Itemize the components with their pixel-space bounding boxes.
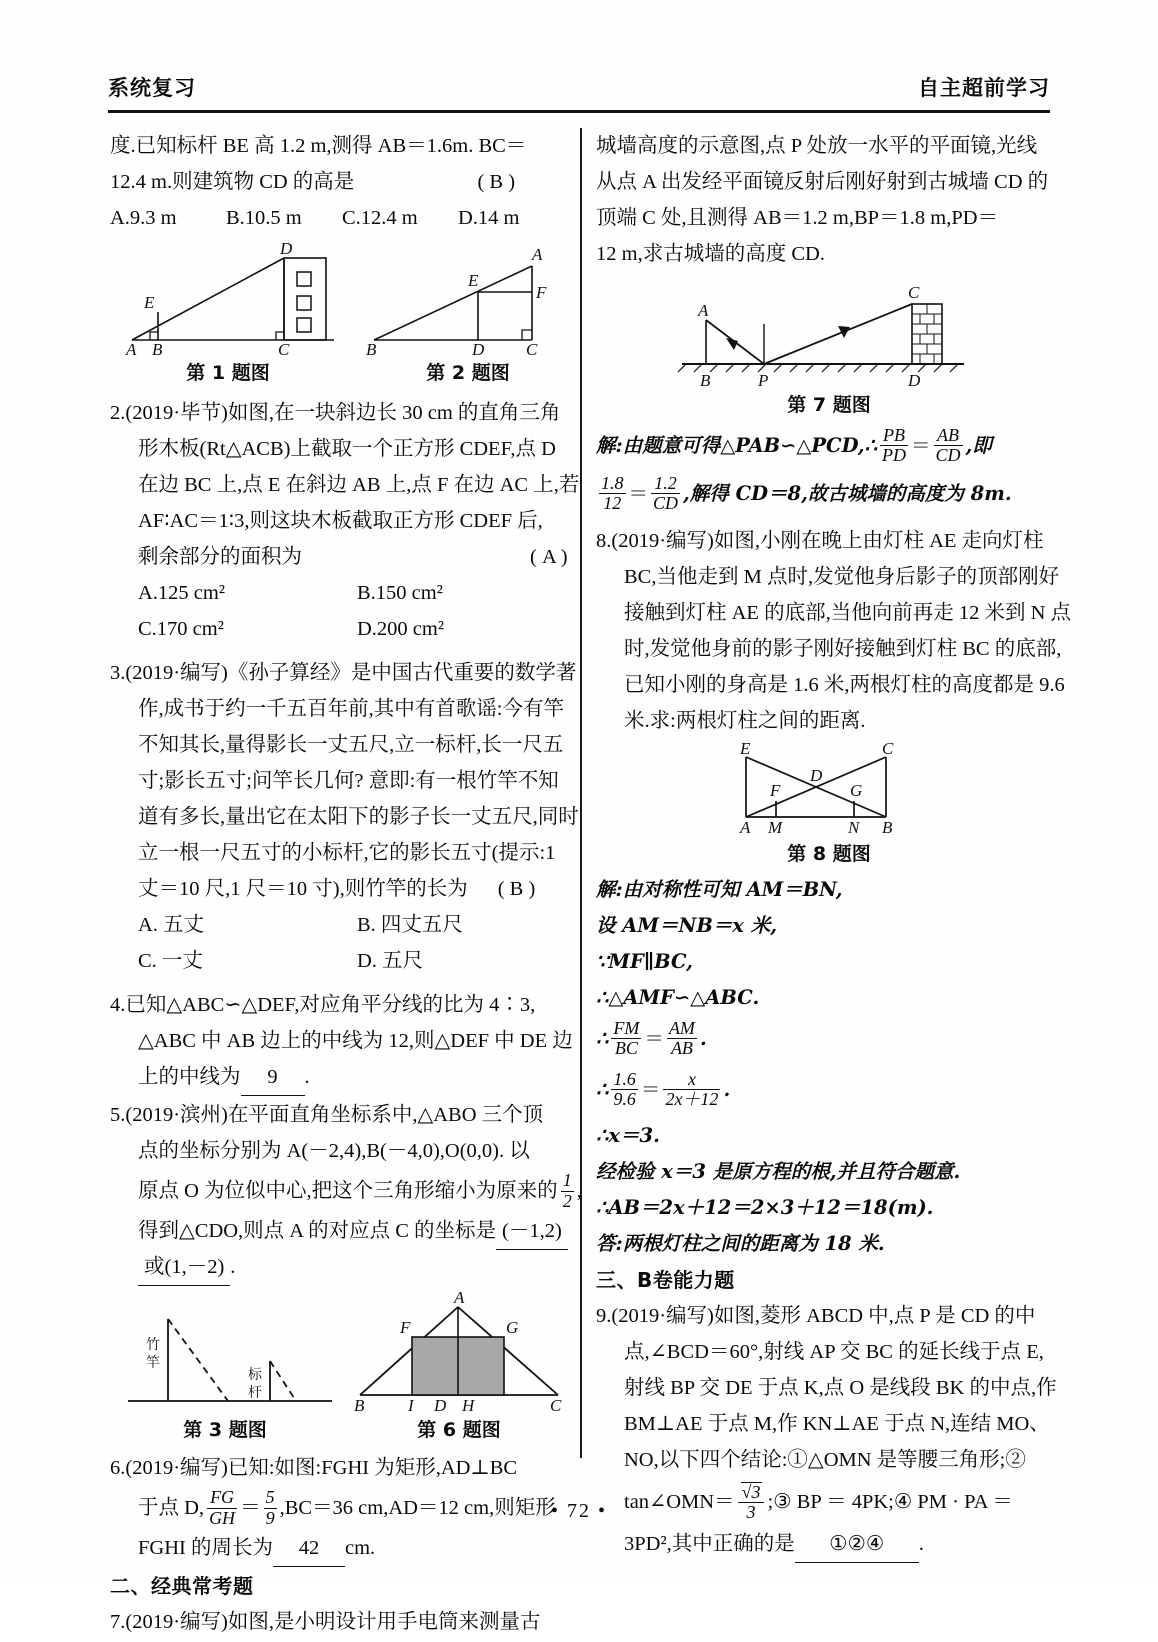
fig7-label-P: P — [758, 371, 769, 390]
q6-line-1-row — [110, 1450, 576, 1486]
fig8-label-C: C — [882, 743, 894, 758]
fig3-caption: 第 3 题图 — [183, 1419, 267, 1441]
q8-fraction-1p6-9p6 — [611, 1070, 638, 1110]
question-3 — [110, 655, 579, 979]
figure-row-1-2 — [110, 240, 576, 358]
q1-option-b[interactable]: B.10.5 m — [226, 207, 302, 229]
q2-line-4: AF∶AC＝1∶3,则这块木板截取正方形 CDEF 后, — [138, 510, 543, 532]
fig2-label-D: D — [472, 340, 485, 358]
fig6-label-G: G — [506, 1318, 519, 1337]
q5-answer-blank-2[interactable]: 或(1,－2) — [138, 1249, 230, 1286]
q8-sol-eq-2: ＝ — [640, 1080, 661, 1101]
fig7-label-D: D — [908, 371, 921, 390]
q2-option-d[interactable]: D.200 cm² — [357, 618, 444, 640]
q7-cont-line-4: 12 m,求古城墙的高度 CD. — [596, 243, 825, 265]
column-divider — [580, 128, 582, 1458]
q8-line-1-row — [596, 523, 1062, 559]
figure-3 — [110, 1291, 340, 1415]
q3-option-d[interactable]: D. 五尺 — [357, 950, 424, 972]
q6-line-3a: FGHI 的周长为 — [138, 1537, 273, 1559]
q9-line-7-row — [596, 1526, 1062, 1562]
fig7-label-B: B — [700, 371, 711, 390]
q5-line-1: (2019·滨州)在平面直角坐标系中,△ABO 三个顶 — [125, 1104, 544, 1126]
q9-line-1-row — [596, 1298, 1062, 1334]
q9-line-7a: 3PD²,其中正确的是 — [624, 1533, 795, 1555]
header-divider-rule — [108, 110, 1050, 113]
q2-option-b[interactable]: B.150 cm² — [357, 582, 443, 604]
q5-number: 5. — [110, 1104, 126, 1126]
fig2-caption: 第 2 题图 — [426, 362, 510, 384]
fig6-label-H: H — [462, 1396, 475, 1415]
q3-line-4: 寸;影长五寸;问竿长几何? 意即:有一根竹竿不知 — [138, 770, 559, 792]
fig8-label-G: G — [850, 781, 863, 800]
q3-number: 3. — [110, 662, 126, 684]
fig6-label-I: I — [408, 1396, 414, 1415]
q3-answer: ( B ) — [497, 878, 536, 900]
q7-f2-den: CD — [935, 445, 961, 465]
fig8-label-N: N — [848, 818, 860, 837]
q8-line-4: 时,发觉他身前的影子刚好接触到灯柱 BC 的底部, — [624, 638, 1062, 660]
q1-answer: ( B ) — [477, 171, 516, 193]
q9-answer-blank[interactable]: ①②④ — [795, 1526, 919, 1563]
fig7-label-C: C — [908, 283, 920, 302]
q7-f4-num: 1.2 — [654, 472, 677, 493]
q8-f2-num: AM — [668, 1017, 695, 1038]
q9-line-5: NO,以下四个结论:①△OMN 是等腰三角形;② — [624, 1449, 1026, 1471]
q6-line-2c: ,BC＝36 cm,AD＝12 cm,则矩形 — [279, 1497, 556, 1519]
q6-frac1-denominator: GH — [209, 1507, 236, 1528]
q2-line-1: (2019·毕节)如图,在一块斜边长 30 cm 的直角三角 — [125, 402, 561, 424]
q4-line-1-row — [110, 987, 576, 1023]
fig1-label-B: B — [152, 340, 163, 358]
q7-f2-num: AB — [937, 424, 959, 445]
fig8-label-B: B — [882, 818, 893, 837]
q8-sol-eq-1: ＝ — [644, 1029, 664, 1050]
q5-line-2: 点的坐标分别为 A(－2,4),B(－4,0),O(0,0). 以 — [138, 1140, 530, 1162]
q8-f4-num: x — [687, 1068, 696, 1089]
q8-sol-5c: . — [699, 1027, 707, 1050]
q7-line-1-row — [110, 1604, 576, 1640]
header-left-title: 系统复习 — [108, 76, 196, 100]
q6-number: 6. — [110, 1457, 126, 1479]
fig1-caption: 第 1 题图 — [186, 362, 270, 384]
figure-row-3-6 — [110, 1291, 576, 1415]
fig7-caption: 第 7 题图 — [787, 394, 871, 416]
q3-line-7: 丈＝10 尺,1 尺＝10 寸),则竹竿的长为 — [138, 878, 468, 900]
q2-line-5-row — [110, 539, 576, 575]
q8-sol-line-7: ∴x＝3. — [596, 1124, 660, 1147]
q5-frac-numerator: 1 — [562, 1170, 572, 1191]
q7-sol-text-2: ,即 — [965, 434, 992, 457]
question-8-solution — [596, 870, 1062, 1260]
fig7-label-A: A — [698, 301, 709, 320]
figure-1 — [110, 240, 346, 358]
q6-answer-blank[interactable]: 42 — [273, 1530, 345, 1567]
q9-frac-denominator: 3 — [738, 1502, 765, 1522]
q8-sol-line-10: 答:两根灯柱之间的距离为 18 米. — [596, 1232, 885, 1255]
q5-line-1-row — [110, 1097, 576, 1133]
q8-sol-line-8: 经检验 x＝3 是原方程的根,并且符合题意. — [596, 1160, 961, 1183]
q8-f2-den: AB — [667, 1038, 697, 1058]
q8-sol-line-6 — [596, 1064, 1062, 1116]
q2-number: 2. — [110, 402, 126, 424]
q5-line-3-row — [110, 1169, 582, 1213]
q6-equals: ＝ — [240, 1497, 261, 1519]
q8-sol-line-1: 解:由对称性可知 AM＝BN, — [596, 878, 843, 901]
q6-frac1-numerator: FG — [210, 1487, 235, 1508]
q7-solution-line-2 — [596, 469, 1062, 519]
fig6-label-C: C — [550, 1396, 562, 1415]
q8-f4-den: 2x＋12 — [665, 1089, 719, 1109]
q8-line-6: 米.求:两根灯柱之间的距离. — [624, 710, 866, 732]
fig8-label-E: E — [740, 743, 751, 758]
q4-number: 4. — [110, 994, 126, 1016]
fig3-label-bamboo2: 竿 — [146, 1355, 160, 1371]
page-header — [108, 72, 1050, 112]
q3-line-2: 作,成书于约一千五百年前,其中有首歌谣:今有竿 — [138, 698, 564, 720]
q6-frac2-numerator: 5 — [265, 1487, 275, 1508]
figure-2 — [360, 240, 576, 358]
q1-line-2-row — [110, 164, 576, 200]
left-column — [110, 128, 582, 1642]
question-5 — [110, 1097, 582, 1285]
q8-sol-line-3: ∵MF∥BC, — [596, 950, 693, 973]
fig6-label-F: F — [400, 1318, 411, 1337]
q8-fraction-am-ab — [667, 1019, 697, 1059]
q3-option-b[interactable]: B. 四丈五尺 — [357, 914, 463, 936]
q2-line-3: 在边 BC 上,点 E 在斜边 AB 上,点 F 在边 AC 上,若 — [138, 474, 580, 496]
q5-frac-denominator: 2 — [562, 1190, 572, 1211]
fig2-label-B: B — [366, 340, 377, 358]
fig2-label-A: A — [532, 245, 543, 264]
q5-line-5-row — [110, 1249, 576, 1285]
q3-line-1: (2019·编写)《孙子算经》是中国古代重要的数学著 — [125, 662, 577, 684]
q3-option-a[interactable]: A. 五丈 — [138, 914, 205, 936]
section-2-heading: 二、经典常考题 — [110, 1574, 254, 1598]
q8-line-1: (2019·编写)如图,小刚在晚上由灯柱 AE 走向灯柱 — [611, 530, 1044, 552]
fig1-label-A: A — [126, 340, 137, 358]
q8-sol-6a: ∴ — [596, 1078, 609, 1101]
q9-line-4: BM⊥AE 于点 M,作 KN⊥AE 于点 N,连结 MO、 — [624, 1413, 1050, 1435]
fig8-label-A: A — [740, 818, 751, 837]
q9-number: 9. — [596, 1305, 612, 1327]
q1-option-a[interactable]: A.9.3 m — [110, 207, 177, 229]
q2-options-row-2 — [110, 611, 576, 647]
q6-line-2a: 于点 D, — [138, 1497, 205, 1519]
figure-captions-3-6 — [110, 1415, 576, 1442]
q3-line-7-row — [110, 871, 576, 907]
q5-answer-blank-1[interactable]: (－1,2) — [496, 1213, 568, 1250]
q8-sol-line-2: 设 AM＝NB＝x 米, — [596, 914, 778, 937]
question-4 — [110, 987, 576, 1095]
q4-line-3: 上的中线为 — [138, 1066, 241, 1088]
q7-cont-line-3: 顶端 C 处,且测得 AB＝1.2 m,BP＝1.8 m,PD＝ — [596, 207, 999, 229]
q7-fraction-1p8-12 — [599, 474, 626, 514]
q7-sol-text-1: 解:由题意可得△PAB∽△PCD,∴ — [596, 434, 877, 457]
q9-line-1: (2019·编写)如图,菱形 ABCD 中,点 P 是 CD 的中 — [611, 1305, 1036, 1327]
q8-f1-num: FM — [613, 1017, 640, 1038]
q1-options — [110, 200, 576, 236]
q7-solution-line-1 — [596, 423, 1062, 469]
q9-line-3: 射线 BP 交 DE 于点 K,点 O 是线段 BK 的中点,作 — [624, 1377, 1057, 1399]
q8-line-2: BC,当他走到 M 点时,发觉他身后影子的顶部刚好 — [624, 566, 1060, 588]
q6-line-3b: cm. — [344, 1537, 376, 1559]
q8-sol-5a: ∴ — [596, 1027, 609, 1050]
q5-line-4-row — [110, 1213, 576, 1249]
fig2-label-E: E — [468, 271, 479, 290]
q9-line-6a: tan∠OMN＝ — [624, 1491, 735, 1513]
fig1-label-E: E — [144, 293, 155, 312]
q8-fraction-fm-bc — [611, 1019, 641, 1059]
q5-period: . — [230, 1256, 236, 1278]
q5-fraction-half — [561, 1171, 574, 1211]
fig8-label-F: F — [770, 781, 781, 800]
q7-f1-den: PD — [881, 445, 906, 465]
q2-line-2: 形木板(Rt△ACB)上截取一个正方形 CDEF,点 D — [138, 438, 556, 460]
q7-fraction-pb-pd — [880, 426, 908, 466]
figure-captions-1-2 — [110, 358, 576, 385]
q7-sol-eq-1: ＝ — [910, 436, 931, 457]
q6-line-1: (2019·编写)已知:如图:FGHI 为矩形,AD⊥BC — [125, 1457, 518, 1479]
figure-6 — [346, 1291, 572, 1415]
fig6-label-A: A — [454, 1291, 465, 1307]
q5-line-3: 原点 O 为位似中心,把这个三角形缩小为原来的 — [138, 1180, 558, 1202]
q8-sol-line-4: ∴△AMF∽△ABC. — [596, 986, 760, 1009]
q5-comma: , — [576, 1180, 582, 1202]
q2-line-5: 剩余部分的面积为 — [138, 546, 302, 568]
fig3-label-pole2: 杆 — [248, 1385, 262, 1401]
q7-cont-line-1: 城墙高度的示意图,点 P 处放一水平的平面镜,光线 — [596, 135, 1038, 157]
q8-line-3: 接触到灯柱 AE 的底部,当他向前再走 12 米到 N 点 — [624, 602, 1072, 624]
page-number: • 72 • — [550, 1500, 607, 1522]
q5-line-4: 得到△CDO,则点 A 的对应点 C 的坐标是 — [138, 1220, 497, 1242]
q7-f3-num: 1.8 — [601, 472, 624, 493]
q7-line-1: (2019·编写)如图,是小明设计用手电筒来测量古 — [125, 1611, 541, 1633]
q2-answer: ( A ) — [530, 546, 568, 568]
question-2 — [110, 395, 580, 647]
question-1-continued — [110, 128, 576, 236]
q8-f1-den: BC — [611, 1038, 641, 1058]
question-7-start — [110, 1604, 576, 1640]
q7-f1-num: PB — [882, 424, 905, 445]
q2-options-row-1 — [110, 575, 576, 611]
fig2-label-F: F — [536, 283, 547, 302]
q8-sol-line-9: ∴AB＝2x＋12＝2×3＋12＝18(m). — [596, 1196, 934, 1219]
q8-f3-num: 1.6 — [613, 1068, 636, 1089]
q6-frac2-denominator: 9 — [265, 1507, 275, 1528]
q4-line-3-row — [110, 1059, 576, 1095]
q3-line-1-row — [110, 655, 576, 691]
q2-line-1-row — [110, 395, 576, 431]
q1-line-1: 度.已知标杆 BE 高 1.2 m,测得 AB＝1.6m. BC＝ — [110, 135, 527, 157]
q8-f3-den: 9.6 — [613, 1089, 636, 1109]
q7-cont-line-2: 从点 A 出发经平面镜反射后刚好射到古城墙 CD 的 — [596, 171, 1049, 193]
q7-f3-den: 12 — [599, 493, 626, 513]
right-column — [596, 128, 1072, 1564]
fig1-label-D: D — [280, 240, 293, 258]
q9-period: . — [918, 1533, 924, 1555]
q8-fraction-x-2x12 — [663, 1070, 720, 1110]
q9-line-2: 点,∠BCD＝60°,射线 AP 交 BC 的延长线于点 E, — [624, 1341, 1044, 1363]
q3-option-c[interactable]: C. 一丈 — [138, 950, 203, 972]
q9-sqrt-3: √3 — [741, 1481, 761, 1502]
fig3-label-bamboo: 竹 — [146, 1337, 160, 1353]
q7-f4-den: CD — [653, 493, 679, 513]
q3-line-3: 不知其长,量得影长一丈五尺,立一标杆,长一尺五 — [138, 734, 564, 756]
fig8-label-D: D — [810, 766, 823, 785]
q3-options-row-1 — [110, 907, 576, 943]
q3-options-row-2 — [110, 943, 576, 979]
q7-fraction-ab-cd — [934, 426, 963, 466]
q7-sol-eq-2: ＝ — [628, 484, 649, 505]
q7-sol-text-3: ,解得 CD＝8,故古城墙的高度为 8m. — [683, 482, 1012, 505]
q4-line-2: △ABC 中 AB 边上的中线为 12,则△DEF 中 DE 边 — [138, 1030, 573, 1052]
q3-line-5: 道有多长,量出它在太阳下的影子长一丈五尺,同时 — [138, 806, 579, 828]
q8-sol-6c: . — [723, 1078, 731, 1101]
section-3-heading: 三、B卷能力题 — [596, 1268, 735, 1292]
question-7-continued — [596, 128, 1062, 272]
q7-fraction-1p2-cd — [651, 474, 680, 514]
q8-line-5: 已知小刚的身高是 1.6 米,两根灯柱的高度都是 9.6 — [624, 674, 1065, 696]
q2-option-c[interactable]: C.170 cm² — [138, 618, 224, 640]
q1-line-2: 12.4 m.则建筑物 CD 的高是 — [110, 171, 355, 193]
fig6-label-B: B — [354, 1396, 365, 1415]
figure-8 — [724, 743, 934, 839]
fig1-label-C: C — [278, 340, 290, 358]
fig3-label-pole: 标 — [248, 1367, 262, 1383]
q8-sol-line-5 — [596, 1014, 1062, 1064]
q3-line-6: 立一根一尺五寸的小标杆,它的影长五寸(提示:1 — [138, 842, 556, 864]
q2-option-a[interactable]: A.125 cm² — [138, 582, 225, 604]
q4-period: . — [304, 1066, 310, 1088]
fig2-label-C: C — [526, 340, 538, 358]
header-right-title: 自主超前学习 — [918, 76, 1050, 100]
q4-line-1: 已知△ABC∽△DEF,对应角平分线的比为 4∶3, — [125, 994, 536, 1016]
fig6-caption: 第 6 题图 — [417, 1419, 501, 1441]
question-7-solution — [596, 423, 1062, 519]
q1-option-c[interactable]: C.12.4 m — [342, 207, 418, 229]
figure-7 — [664, 278, 994, 390]
q6-line-3-row — [110, 1530, 576, 1566]
q9-line-6b: ;③ BP ＝ 4PK;④ PM · PA ＝ — [767, 1491, 1013, 1513]
fig8-label-M: M — [768, 818, 783, 837]
q8-number: 8. — [596, 530, 612, 552]
question-8 — [596, 523, 1072, 739]
fig8-caption: 第 8 题图 — [787, 843, 871, 865]
fig6-label-D: D — [434, 1396, 447, 1415]
q7-number: 7. — [110, 1611, 126, 1633]
q4-answer-blank[interactable]: 9 — [241, 1059, 305, 1096]
q1-option-d[interactable]: D.14 m — [458, 207, 520, 229]
